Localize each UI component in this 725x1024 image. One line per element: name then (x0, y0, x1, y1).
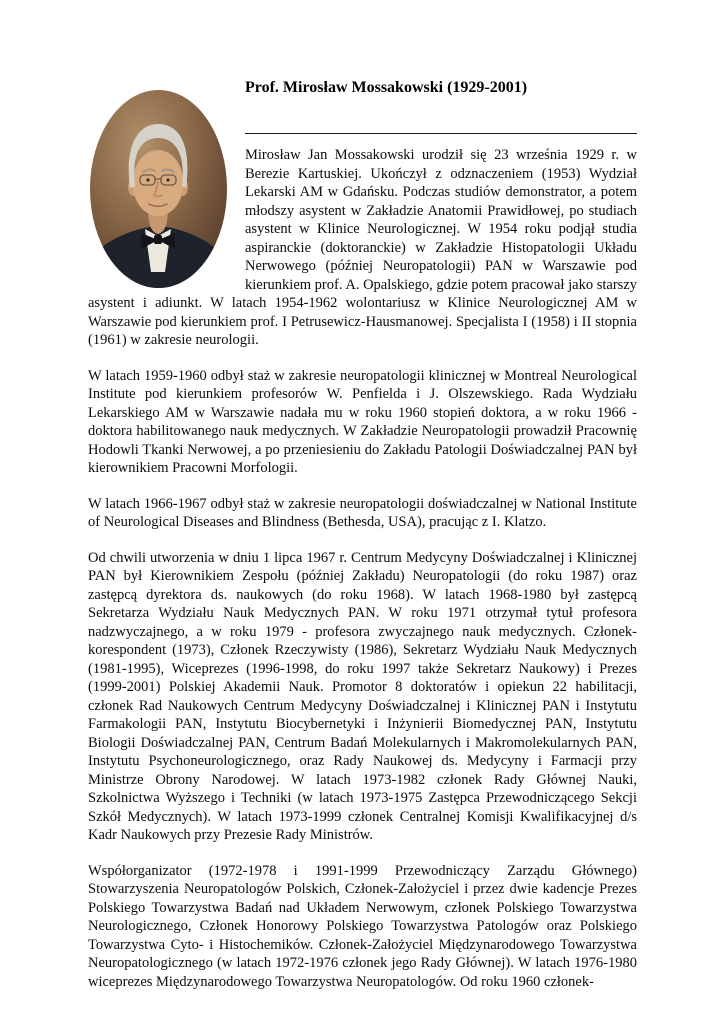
page-title: Prof. Mirosław Mossakowski (1929-2001) (245, 79, 528, 96)
bio-paragraph-2: W latach 1959-1960 odbył staż w zakresie neuropatologii klinicznej w Montreal Neurological Institute pod kierunkiem profesorów W. Penfielda i J. Olszewskiego. Rada Wydziału Lekarskiego AM w Warszawie nadała mu w roku 1960 stopień doktora, a w roku 1966 - doktora habilitowanego nauk medycznych. W Zakładzie Neuropatologii prowadził Pracownię Hodowli Tkanki Nerwowej, a po przeniesieniu do Zakładu Patologii Doświadczalnej PAN był kierownikiem Pracowni Morfologii. (88, 367, 637, 476)
portrait-photo-graphic (90, 90, 227, 288)
bio-paragraph-4: Od chwili utworzenia w dniu 1 lipca 1967 r. Centrum Medycyny Doświadczalnej i Klinicznej PAN był Kierownikiem Zespołu (później Zakładu) Neuropatologii (do roku 1987) oraz zastępcą dyrektora ds. naukowych (do roku 1968). W latach 1968-1980 był zastępcą Sekretarza Wydziału Nauk Medycznych PAN. W roku 1971 otrzymał tytuł profesora nadzwyczajnego, a w roku 1979 - profesora zwyczajnego nauk medycznych. Członek-korespondent (1973), Członek Rzeczywisty (1986), Sekretarz Wydziału Nauk Medycznych (1981-1995), Wiceprezes (1996-1998, do roku 1997 także Sekretarz Naukowy) i Prezes (1999-2001) Polskiej Akademii Nauk. Promotor 8 doktoratów i opiekun 22 habilitacji, członek Rad Naukowych Centrum Medycyny Doświadczalnej i Klinicznej PAN i Instytutu Farmakologii PAN, Instytutu Biocybernetyki i Inżynierii Biomedycznej PAN, Instytutu Biologii Doświadczalnej PAN, Centrum Badań Molekularnych i Makromolekularnych PAN, Instytutu Psychoneurologicznego, oraz Rady Naukowej ds. Medycyny i Farmacji przy Ministrze Obrony Narodowej. W latach 1973-1982 członek Rady Głównej Nauki, Szkolnictwa Wyższego i Techniki (w latach 1973-1975 Zastępca Przewodniczącego Sekcji Szkół Medycznych). W latach 1973-1999 członek Centralnej Komisji Kwalifikacyjnej d/s Kadr Naukowych przy Prezesie Rady Ministrów. (88, 549, 637, 843)
bio-paragraph-3: W latach 1966-1967 odbył staż w zakresie neuropatologii doświadczalnej w National Institute of Neurological Diseases and Blindness (Bethesda, USA), pracując z I. Klatzo. (88, 495, 637, 530)
bio-paragraph-5: Współorganizator (1972-1978 i 1991-1999 Przewodniczący Zarządu Głównego) Stowarzyszenia Neuropatologów Polskich, Członek-Założyciel i przez dwie kadencje Prezes Polskiego Towarzystwa Badań nad Układem Nerwowym, członek Polskiego Towarzystwa Neurologicznego, Członek Honorowy Polskiego Towarzystwa Patologów oraz Polskiego Towarzystwa Cyto- i Histochemików. Członek-Założyciel Międzynarodowego Towarzystwa Neuropatologicznego (w latach 1972-1976 członek jego Rady Głównej). W latach 1976-1980 wiceprezes Międzynarodowego Towarzystwa Neuropatologów. Od roku 1960 członek- (88, 862, 637, 990)
bio-paragraph-1: Mirosław Jan Mossakowski urodził się 23 września 1929 r. w Berezie Kartuskiej. Ukończył z odznaczeniem (1953) Wydział Lekarski AM w Gdańsku. Podczas studiów demonstrator, a potem młodszy asystent w Zakładzie Anatomii Prawidłowej, po studiach asystent w Klinice Neurologicznej. W 1954 roku podjął studia aspiranckie (doktoranckie) w Zakładzie Histopatologii Układu Nerwowego (później Neuropatologii) PAN w Warszawie pod kierunkiem prof. A. Opalskiego, gdzie potem pracował jako starszy asystent i adiunkt. W latach 1954-1962 wolontariusz w Klinice Neurologicznej AM w Warszawie pod kierunkiem prof. I Petrusewicz-Hausmanowej. Specjalista I (1958) i II stopnia (1961) w zakresie neurologii. (88, 147, 637, 348)
title-divider (245, 133, 637, 134)
portrait-photo (90, 90, 227, 288)
